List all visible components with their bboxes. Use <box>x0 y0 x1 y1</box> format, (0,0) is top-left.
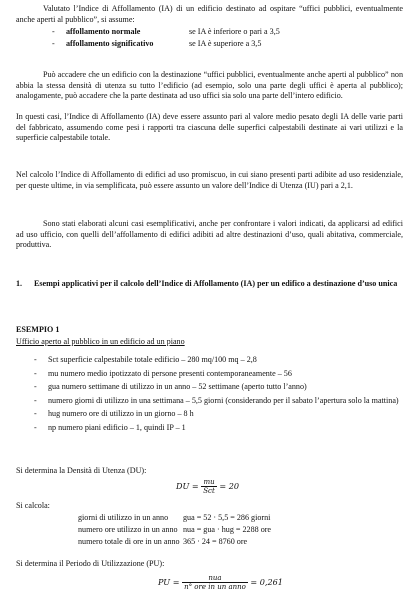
assume-text-normal: se IA è inferiore o pari a 3,5 <box>189 27 280 36</box>
intro-paragraph: Valutato l’Indice di Affollamento (IA) di un edificio destinato ad ospitare “uffici pubblici, eventualmente anche aperti al pubblico”, si assume: <box>16 4 403 24</box>
paragraph-residential: Nel calcolo l’Indice di Affollamento di edifici ad uso promiscuo, in cui siano presenti parti adibite ad uso residenziale, per queste ultime, in via semplificata, può essere assunto un valore dell’Indice di Utenza (IU) pari a 2,1. <box>16 170 403 190</box>
assume-text-significant: se IA è superiore a 3,5 <box>189 39 262 48</box>
list-item: - hug numero ore di utilizzo in un giorno – 8 h <box>34 409 194 419</box>
assume-label-significant: affollamento significativo <box>66 39 154 48</box>
section-heading <box>16 279 406 290</box>
density-intro: Si determina la Densità di Utenza (DU): <box>16 466 147 475</box>
density-formula: DU = $\frac{mu}{\text{Sct}}$ = 20 <box>176 478 240 495</box>
list-item: - np numero piani edificio – 1, quindi IP – 1 <box>34 422 186 432</box>
assume-label-normal: affollamento normale <box>66 27 141 36</box>
calc-table <box>78 513 271 549</box>
list-item: - gua numero settimane di utilizzo in un anno – 52 settimane (aperto tutto l’anno) <box>34 382 307 392</box>
calc-row: numero totale di ore in un anno 365 · 24 = 8760 ore <box>78 537 248 546</box>
list-item: - numero giorni di utilizzo in una settimana – 5,5 giorni (considerando per il sabato l’apertura solo la mattina) <box>34 395 399 405</box>
section-title: Esempi applicativi per il calcolo dell’Indice di Affollamento (IA) per un edifico a destinazione d’uso unica <box>34 279 398 288</box>
period-intro: Si determina il Periodo di Utilizzazione (PU): <box>16 559 165 568</box>
assume-item-normal: - affollamento normale se IA è inferiore o pari a 3,5 <box>52 27 280 36</box>
list-item: - Sct superficie calpestabile totale edificio – 280 mq/100 mq – 2,8 <box>34 355 257 364</box>
paragraph-mixed-density: Può accadere che un edificio con la destinazione “uffici pubblici, eventualmente anche aperti al pubblico” non abbia la stessa densità di utenza su tutto l’edificio (ad esempio, solo una parte degli uffici è aperta al pubblico); analogamente, può accadere che la parte destinata ad uso uffici sia solo una parte dell’intero edificio. <box>16 70 403 101</box>
example-parameter-list <box>16 355 406 434</box>
example-subheading: Ufficio aperto al pubblico in un edificio ad un piano <box>16 337 185 346</box>
calc-row: numero ore utilizzo in un anno nua = gua · hug = 2288 ore <box>78 525 272 534</box>
calc-intro: Si calcola: <box>16 501 50 510</box>
assume-item-significant: - affollamento significativo se IA è superiore a 3,5 <box>52 39 262 48</box>
example-heading: ESEMPIO 1 <box>16 325 60 334</box>
density-fraction: $\frac{mu}{\text{Sct}}$ <box>203 478 215 495</box>
calc-row: giorni di utilizzo in un anno gua = 52 · 5,5 = 286 giorni <box>78 513 271 522</box>
period-formula: PU = $\frac{\text{nua}}{\text{n° ore in un anno}}$ = 0,261 <box>158 574 283 591</box>
paragraph-weighted-average: In questi casi, l’Indice di Affollamento (IA) deve essere assunto pari al valore medio pesato degli IA delle varie parti del fabbricato, assumendo come pesi i rapporti tra ciascuna delle superfici calpestabili destinate ai vari utilizzi e la superficie calpestabile totale. <box>16 112 403 143</box>
list-item: - mu numero medio ipotizzato di persone presenti contemporaneamente – 56 <box>34 368 292 378</box>
period-fraction: $\frac{\text{nua}}{\text{n° ore in un anno}}$ <box>184 574 246 591</box>
paragraph-examples: Sono stati elaborati alcuni casi esemplificativi, anche per confrontare i valori indicati, da applicarsi ad edifici ad uso ufficio, con quelli dell’affollamento di edifici adibiti ad altre destinazioni d’uso, quali abitativa, commerciale, produttiva. <box>16 219 403 250</box>
section-number: 1. <box>16 279 23 288</box>
